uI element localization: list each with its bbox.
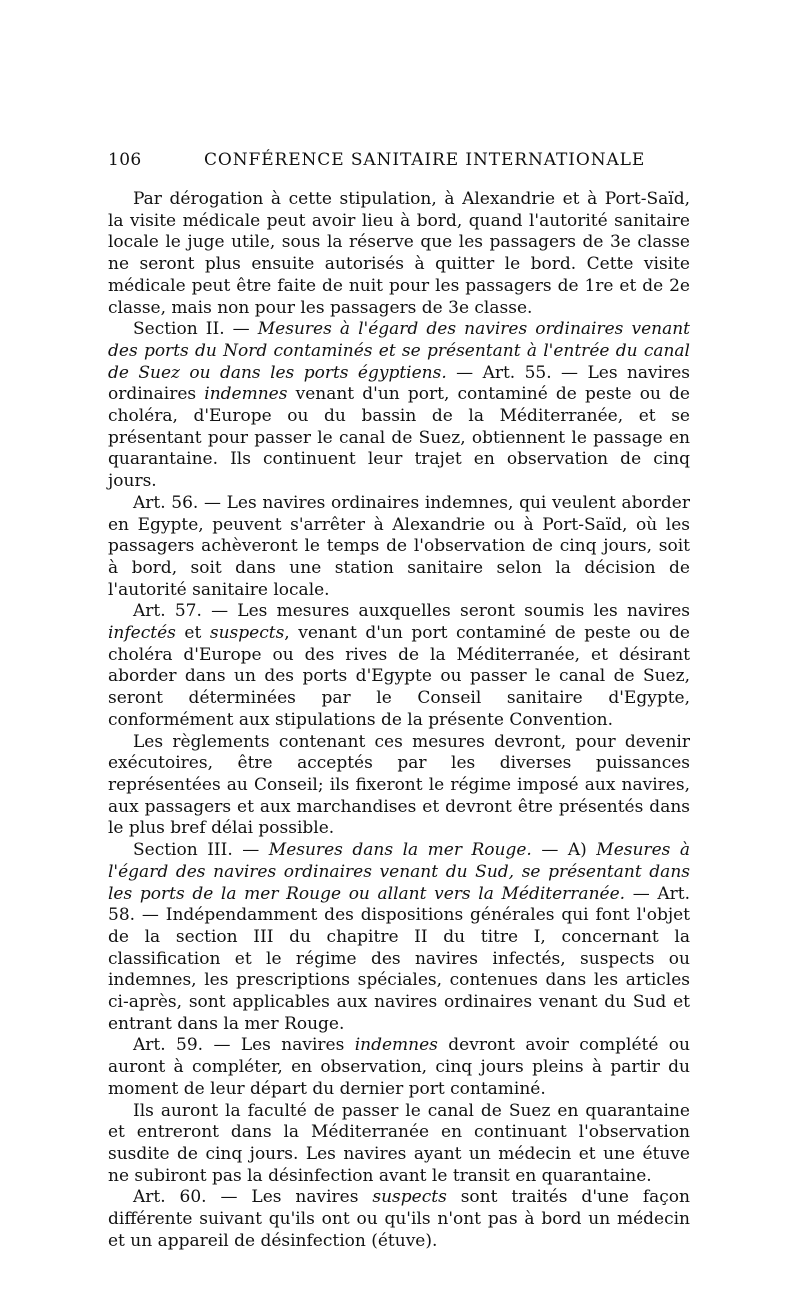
paragraph-reglements: Les règlements contenant ces mesures devront, pour devenir exécutoires, être acceptés par les diverses puissances représentées au Conseil; ils fixeront le régime imposé aux navires, aux passagers et aux marchandises et devront être présentés dans le plus bref délai possible. (108, 731, 690, 839)
article-text: venant d'un port, contaminé de peste ou de choléra, d'Europe ou du bassin de la Méditerranée, et se présentant pour passer le canal de Suez, obtiennent le passage en quarantaine. Ils continuent leur trajet en observation de cinq jours. (108, 384, 690, 492)
page-number: 106 (108, 150, 142, 170)
article-text: Art. 57. — Les mesures auxquelles seront soumis les navires (133, 601, 690, 622)
paragraph-art-57 (108, 601, 690, 731)
subsection-title: Mesures à l'égard des navires ordinaires venant du Sud, se présentant dans les ports de la mer Rouge ou allant vers la Méditerranée. (108, 840, 691, 904)
paragraph-canal-quarantaine: Ils auront la faculté de passer le canal de Suez en quarantaine et entreront dans la Méditerranée en continuant l'observation susdite de cinq jours. Les navires ayant un médecin et une étuve ne subiront pas la désinfection avant le transit en quarantaine. (108, 1100, 690, 1186)
section-title: Mesures dans la mer Rouge. (268, 840, 532, 861)
paragraph-art-59 (108, 1035, 690, 1100)
subsection-label: — A) (531, 840, 597, 861)
article-text: devront avoir complété ou auront à compléter, en observation, cinq jours pleins à partir du moment de leur départ du dernier port contaminé. (108, 1035, 690, 1099)
article-text: sont traités d'une façon différente suivant qu'ils ont ou qu'ils n'ont pas à bord un médecin et un appareil de désinfection (étuve). (108, 1187, 690, 1251)
section-label: Section III. — (133, 840, 269, 861)
document-page (108, 150, 690, 1252)
italic-term: indemnes (204, 384, 288, 405)
article-text: Art. 60. — Les navires (133, 1187, 373, 1208)
italic-term: indemnes (354, 1035, 438, 1056)
article-text: Art. 59. — Les navires (133, 1035, 355, 1056)
section-title: Mesures à l'égard des navires ordinaires venant des ports du Nord contaminés et se présentant à l'entrée du canal de Suez ou dans les ports égyptiens. (108, 319, 690, 383)
article-text: — Art. 58. — Indépendamment des dispositions générales qui font l'objet de la section III du chapitre II du titre I, concernant la classification et le régime des navires infectés, suspects ou indemnes, les prescriptions spéciales, contenues dans les articles ci-après, sont applicables aux navires ordinaires venant du Sud et entrant dans la mer Rouge. (108, 883, 690, 1034)
running-title: CONFÉRENCE SANITAIRE INTERNATIONALE (204, 150, 646, 170)
paragraph-section-3-art-58 (108, 840, 690, 1035)
article-text: et (175, 623, 210, 644)
paragraph-art-56: Art. 56. — Les navires ordinaires indemnes, qui veulent aborder en Egypte, peuvent s'arrêter à Alexandrie ou à Port-Saïd, où les passagers achèveront le temps de l'observation de cinq jours, soit à bord, soit dans une station sanitaire selon la décision de l'autorité sanitaire locale. (108, 492, 690, 600)
article-text: — Art. 55. — Les navires ordinaires (108, 362, 690, 405)
body-text (108, 189, 690, 1252)
running-header (108, 150, 690, 176)
paragraph-section-2-art-55 (108, 319, 690, 493)
italic-term: suspects (372, 1187, 447, 1208)
section-label: Section II. — (133, 319, 258, 340)
article-text: , venant d'un port contaminé de peste ou de choléra d'Europe ou des rives de la Méditerranée, et désirant aborder dans un des ports d'Egypte ou passer le canal de Suez, seront déterminées par le Conseil sanitaire d'Egypte, conformément aux stipulations de la présente Convention. (108, 623, 690, 730)
paragraph-derogation: Par dérogation à cette stipulation, à Alexandrie et à Port-Saïd, la visite médicale peut avoir lieu à bord, quand l'autorité sanitaire locale le juge utile, sous la réserve que les passagers de 3e classe ne seront plus ensuite autorisés à quitter le bord. Cette visite médicale peut être faite de nuit pour les passagers de 1re et de 2e classe, mais non pour les passagers de 3e classe. (108, 189, 690, 318)
paragraph-art-60 (108, 1187, 690, 1252)
italic-term: suspects (209, 623, 285, 644)
italic-term: infectés (108, 623, 176, 644)
